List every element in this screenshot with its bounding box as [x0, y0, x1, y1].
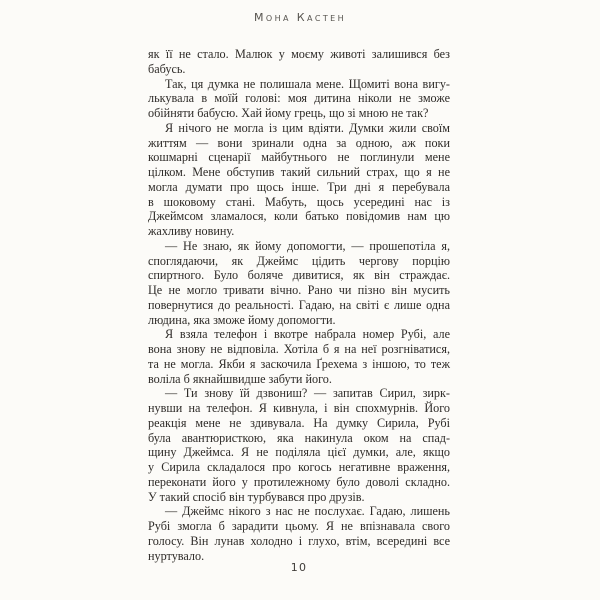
text-line: людина, яка зможе йому допомогти. [148, 312, 336, 327]
text-line: вона знову не відповіла. Хотіла б я на неї розгніватися, [148, 342, 450, 356]
text-line: лькувала в моїй голові: моя дитина ніколи не зможе [148, 91, 450, 106]
text-line: щину Джеймса. Я не поділяла цієї думки, але, якщо [148, 445, 450, 460]
text-line: реакція мене не здивувала. На думку Сирила, Рубі [148, 415, 450, 430]
text-line: кошмарні сценарії майбутнього не поглинули мене [148, 150, 450, 165]
text-line: жахливу новину. [148, 224, 235, 238]
page-body-text [148, 47, 450, 563]
text-line: воліла б якнайшвидше забути його. [148, 371, 332, 386]
text-line: — Джеймс нікого з нас не послухає. Гадаю, лишень [165, 504, 450, 519]
text-line: спиртного. Було боляче дивитися, як він страждає. [148, 268, 450, 283]
text-line: Так, ця думка не полишала мене. Щомиті вона вигу- [165, 76, 450, 91]
paragraph [148, 239, 450, 328]
running-header: Мона Кастен [254, 11, 346, 24]
text-line: як її не стало. Малюк у моєму животі залишився без [148, 47, 450, 61]
text-line: цілком. Мене обступив такий сильний страх, що я не [148, 165, 450, 179]
text-line: обійняти бабусю. Хай йому грець, що зі мною не так? [148, 106, 429, 120]
text-line: та не могла. Якби я заскочила Ґрехема з іншою, то теж [148, 356, 450, 371]
text-line: могла думати про щось інше. Три дні я перебувала [148, 179, 450, 194]
text-line: голосу. Він лунав холодно і глухо, втім, всередині все [148, 533, 450, 548]
text-line: у Сирила складалося про когось негативне враження, [148, 460, 450, 474]
text-line: нуртувало. [148, 548, 205, 563]
text-line: в шоковому стані. Мабуть, щось усередині нас із [148, 194, 450, 209]
text-line: споглядаючи, як Джеймс цідить чергову порцію [148, 253, 450, 268]
paragraph [148, 327, 450, 386]
text-line: життям — вони зринали одна за одною, аж поки [148, 135, 450, 150]
text-line: Джеймсом зламалося, коли батько повідомив нам цю [148, 209, 450, 224]
text-line: — Ти знову їй дзвониш? — запитав Сирил, зирк- [165, 386, 450, 401]
page-number: 10 [290, 561, 308, 574]
paragraph [148, 77, 450, 121]
text-line: повернутися до реальності. Гадаю, на світі є лише одна [148, 297, 450, 312]
paragraph [148, 121, 450, 239]
text-line: Я нічого не могла із цим вдіяти. Думки жили своїм [165, 120, 450, 135]
text-line: була авантюристкою, яка накинула оком на спад- [148, 430, 450, 445]
paragraph [148, 386, 450, 504]
text-line: У такий спосіб він турбувався про друзів. [148, 489, 365, 504]
text-line: переконати його у протилежному було доволі складно. [148, 474, 450, 489]
text-line: Я взяла телефон і вкотре набрала номер Рубі, але [165, 327, 450, 342]
paragraph [148, 47, 450, 77]
text-line: нувши на телефон. Я кивнула, і він спохмурнів. Його [148, 401, 450, 415]
paragraph [148, 504, 450, 563]
text-line: — Не знаю, як йому допомогти, — прошепотіла я, [165, 238, 450, 253]
text-line: бабусь. [148, 61, 186, 76]
text-line: Рубі змогла б зарадити цьому. Я не впізнавала свого [148, 519, 450, 533]
text-line: Це не могло тривати вічно. Рано чи пізно він мусить [148, 283, 450, 297]
